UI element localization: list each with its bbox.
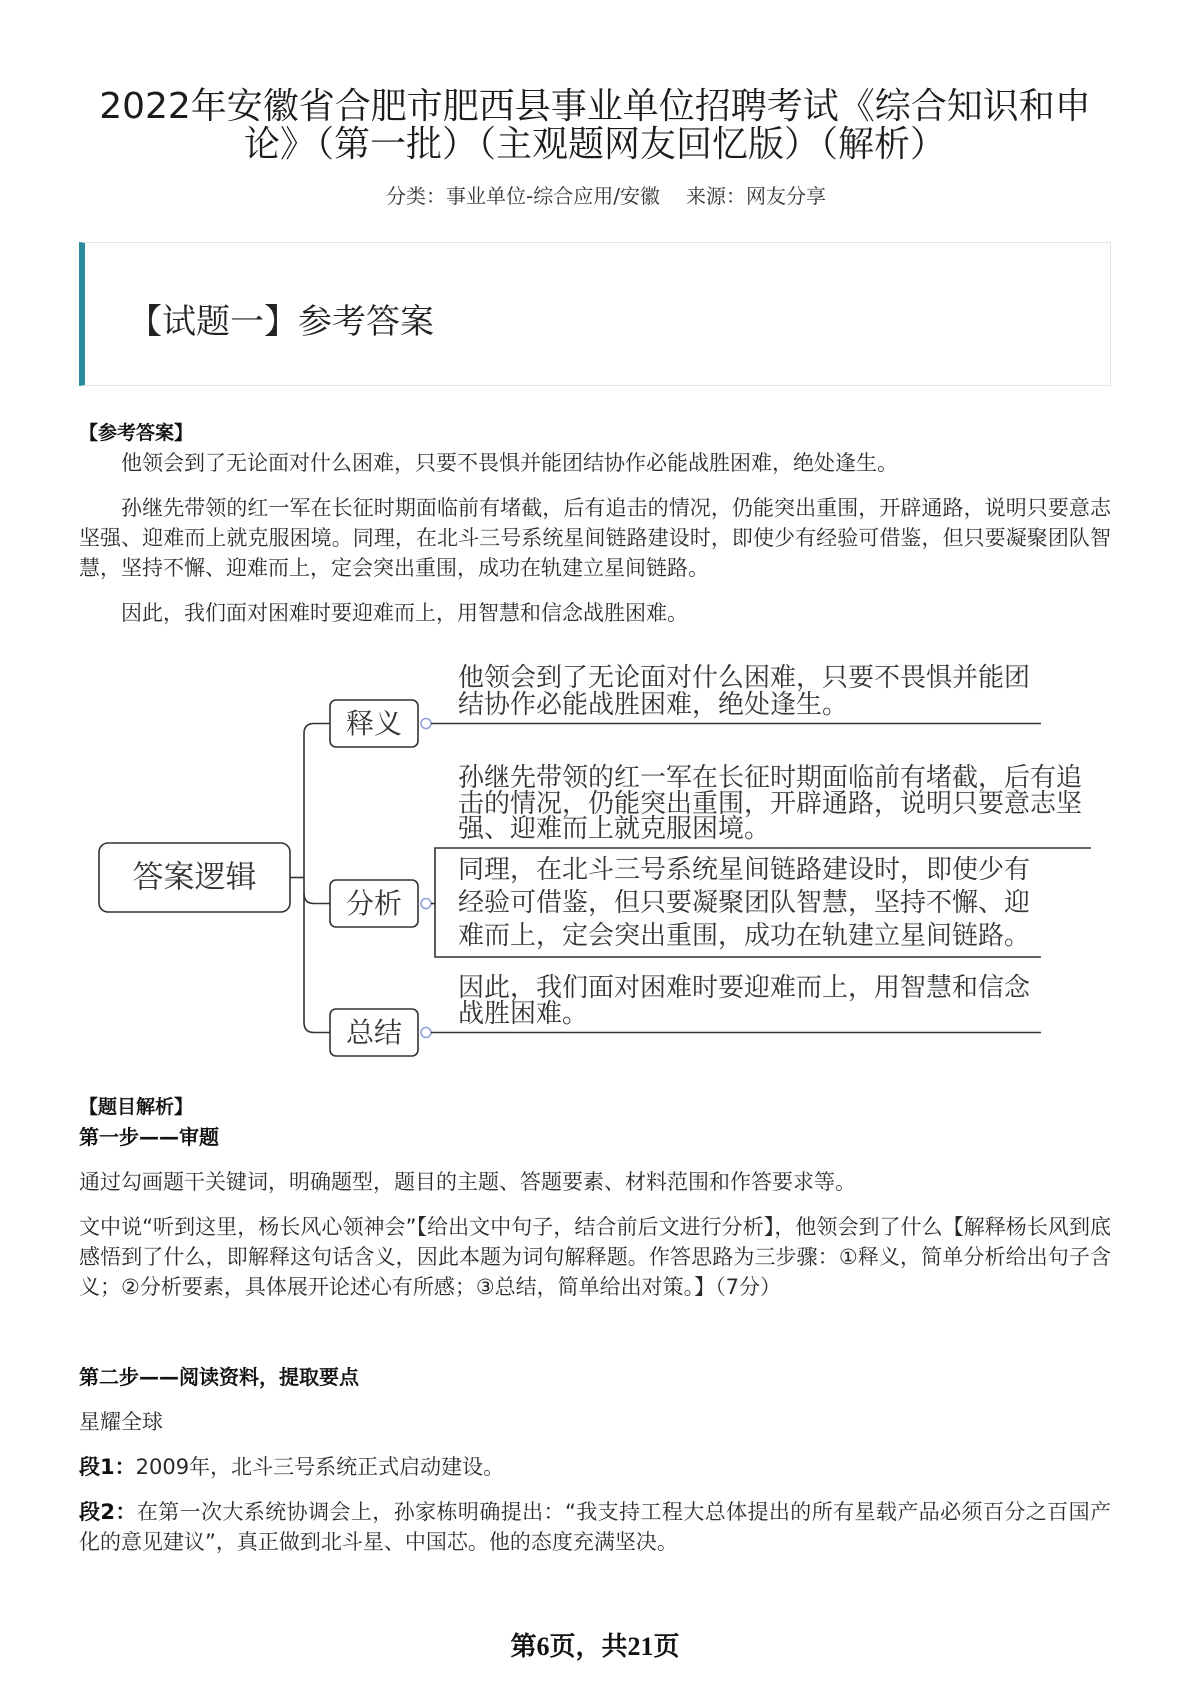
analyze-group-2-line-2: 经验可借鉴，但只要凝聚团队智慧，坚持不懈、迎: [458, 888, 1031, 918]
explain-text-line-2: 结协作必能战胜困难，绝处逢生。: [458, 690, 849, 720]
analyze-group-1-line-2: 击的情况，仍能突出重围，开辟通路，说明只要意志坚: [458, 789, 1083, 819]
analyze-group-1-line-3: 强、迎难而上就克服困境。: [458, 814, 771, 844]
answer-paragraph-1: 他领会到了无论面对什么困难，只要不畏惧并能团结协作必能战胜困难，绝处逢生。: [121, 451, 898, 475]
answer-paragraph-3: 因此，我们面对困难时要迎难而上，用智慧和信念战胜困难。: [121, 601, 688, 625]
question-heading: 【试题一】参考答案: [128, 302, 434, 342]
summary-text-line-1: 因此，我们面对困难时要迎难而上，用智慧和信念: [458, 973, 1031, 1003]
step-1-paragraph-1: 通过勾画题干关键词，明确题型，题目的主题、答题要素、材料范围和作答要求等。: [79, 1170, 856, 1194]
summary-node-dot: [421, 1028, 431, 1038]
step-1-title: 第一步——审题: [79, 1125, 219, 1149]
material-segment-2: [79, 1497, 1111, 1557]
segment-1-text: 2009年，北斗三号系统正式启动建设。: [135, 1455, 505, 1479]
step-1-paragraph-2: 文中说“听到这里，杨长风心领神会”【给出文中句子，结合前后文进行分析】，他领会到了什么【解释杨长风到底感悟到了什么，即解释这句话含义，因此本题为词句解释题。作答思路为三步骤：①释义，简单分析给出句子含义；②分析要素，具体展开论述心有所感；③总结，简单给出对策。】（7分）: [79, 1215, 1111, 1299]
mindmap-root-node: [99, 843, 290, 912]
segment-2-label: 段2：: [79, 1500, 137, 1524]
summary-node-label: 总结: [345, 1016, 403, 1049]
branch-connector-summary: [304, 1023, 330, 1033]
page-indicator: 第6页，共21页: [510, 1632, 680, 1661]
question-heading-box: [79, 242, 1111, 386]
mindmap-branch-analyze: [330, 763, 1091, 957]
mindmap-connectors: [290, 724, 330, 1033]
mindmap-branch-summary: [330, 973, 1041, 1056]
step-2-title: 第二步——阅读资料，提取要点: [79, 1365, 359, 1389]
analyze-group-1-line-1: 孙继先带领的红一军在长征时期面临前有堵截，后有追: [458, 763, 1083, 793]
explain-node-dot: [421, 719, 431, 729]
category-label: 分类：事业单位-综合应用/安徽: [386, 184, 660, 208]
title-line-1: 2022年安徽省合肥市肥西县事业单位招聘考试《综合知识和申: [99, 86, 1091, 127]
summary-text-line-2: 战胜困难。: [458, 999, 589, 1029]
branch-connector-analyze: [304, 894, 330, 904]
reference-answer-label: 【参考答案】: [79, 422, 194, 444]
explain-text-line-1: 他领会到了无论面对什么困难，只要不畏惧并能团: [458, 663, 1031, 693]
explain-node-label: 释义: [345, 707, 403, 740]
answer-logic-mindmap: [0, 640, 1190, 1075]
page-footer: [0, 1630, 1190, 1664]
analyze-node-dot: [421, 899, 431, 909]
source-label: 来源：网友分享: [685, 184, 826, 208]
branch-connector-explain: [304, 724, 330, 734]
segment-1-label: 段1：: [79, 1455, 136, 1479]
document-title: [79, 88, 1111, 164]
mindmap-diagram: [0, 640, 1190, 1075]
answer-paragraph-2: 孙继先带领的红一军在长征时期面临前有堵截，后有追击的情况，仍能突出重围，开辟通路，说明只要意志坚强、迎难而上就克服困境。同理，在北斗三号系统星间链路建设时，即使少有经验可借鉴，但只要凝聚团队智慧，坚持不懈、迎难而上，定会突出重围，成功在轨建立星间链路。: [79, 496, 1111, 580]
mindmap-branch-explain: [330, 663, 1041, 747]
analyze-group-2-line-3: 难而上，定会突出重围，成功在轨建立星间链路。: [458, 921, 1031, 951]
analysis-label: 【题目解析】: [79, 1096, 194, 1118]
analyze-node-label: 分析: [345, 887, 403, 920]
segment-2-text: 在第一次大系统协调会上，孙家栋明确提出：“我支持工程大总体提出的所有星载产品必须百分之百国产化的意见建议”，真正做到北斗星、中国芯。他的态度充满坚决。: [79, 1500, 1111, 1554]
material-segment-1: [79, 1452, 1111, 1482]
page-content: [0, 88, 1190, 1557]
document-meta: [79, 183, 1111, 209]
document-header: [79, 88, 1111, 209]
material-title: 星耀全球: [79, 1410, 163, 1434]
title-line-2: 论》（第一批）（主观题网友回忆版）（解析）: [243, 124, 946, 165]
analyze-group-2-line-1: 同理，在北斗三号系统星间链路建设时，即使少有: [458, 855, 1031, 885]
root-node-label: 答案逻辑: [132, 859, 257, 896]
